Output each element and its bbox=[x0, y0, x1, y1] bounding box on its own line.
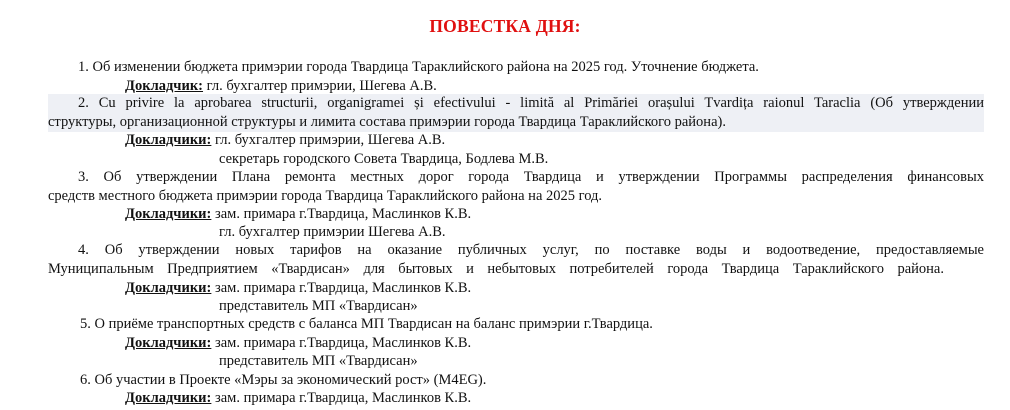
agenda-item-2-text-line-2: структуры, организационной структуры и лимита состава примэрии города Твардица Тараклийского района). bbox=[48, 113, 984, 132]
agenda-item-6-speaker-1 bbox=[125, 389, 471, 408]
speaker-label: Докладчик: bbox=[125, 78, 204, 94]
agenda-title: ПОВЕСТКА ДНЯ: bbox=[429, 16, 581, 36]
speaker-label: Докладчики: bbox=[125, 206, 212, 222]
agenda-item-2-speaker-2: секретарь городского Совета Твардица, Бодлева М.В. bbox=[219, 151, 549, 167]
agenda-item-3-speaker-1 bbox=[125, 205, 471, 224]
speaker-text: зам. примара г.Твардица, Маслинков К.В. bbox=[211, 206, 472, 222]
speaker-text: зам. примара г.Твардица, Маслинков К.В. bbox=[211, 280, 472, 296]
speaker-text: гл. бухгалтер примэрии, Шегева А.В. bbox=[211, 132, 446, 148]
agenda-item-3-text-line-1: 3. Об утверждении Плана ремонта местных дорог города Твардица и утверждении Программы распределения финансовых bbox=[78, 169, 984, 185]
speaker-label: Докладчики: bbox=[125, 390, 212, 406]
agenda-item-1-text: 1. Об изменении бюджета примэрии города Твардица Тараклийского района на 2025 год. Уточнение бюджета. bbox=[78, 59, 759, 75]
agenda-item-3-text-line-2: средств местного бюджета примэрии города Твардица Тараклийского района на 2025 год. bbox=[48, 188, 603, 204]
agenda-item-2-text-line-1: 2. Cu privire la aprobarea structurii, organigramei și efectivului - limită al Primăriei orașului Tvardița raionul Taraclia (Об утверждении bbox=[48, 94, 984, 113]
agenda-item-4-speaker-1 bbox=[125, 279, 471, 298]
agenda-item-2-speaker-1 bbox=[125, 131, 445, 150]
agenda-item-4-speaker-2: представитель МП «Твардисан» bbox=[219, 298, 418, 314]
agenda-item-5-text: 5. О приёме транспортных средств с баланса МП Твардисан на баланс примэрии г.Твардица. bbox=[80, 316, 653, 332]
agenda-item-4-text-line-1: 4. Об утверждении новых тарифов на оказание публичных услуг, по поставке воды и водоотведение, предоставляемые bbox=[78, 242, 984, 258]
speaker-label: Докладчики: bbox=[125, 280, 212, 296]
agenda-item-3-speaker-2: гл. бухгалтер примэрии Шегева А.В. bbox=[219, 224, 446, 240]
agenda-item-5-speaker-2: представитель МП «Твардисан» bbox=[219, 353, 418, 369]
speaker-text: зам. примара г.Твардица, Маслинков К.В. bbox=[211, 390, 472, 406]
speaker-text: гл. бухгалтер примэрии, Шегева А.В. bbox=[203, 78, 437, 94]
speaker-label: Докладчики: bbox=[125, 335, 212, 351]
speaker-text: зам. примара г.Твардица, Маслинков К.В. bbox=[211, 335, 472, 351]
agenda-item-6-text: 6. Об участии в Проекте «Мэры за экономический рост» (M4EG). bbox=[80, 372, 487, 388]
agenda-item-4-text-line-2: Муниципальным Предприятием «Твардисан» для бытовых и небытовых потребителей города Твардица Тараклийского района. bbox=[48, 261, 944, 277]
agenda-item-5-speaker-1 bbox=[125, 334, 471, 353]
speaker-label: Докладчики: bbox=[125, 132, 212, 148]
